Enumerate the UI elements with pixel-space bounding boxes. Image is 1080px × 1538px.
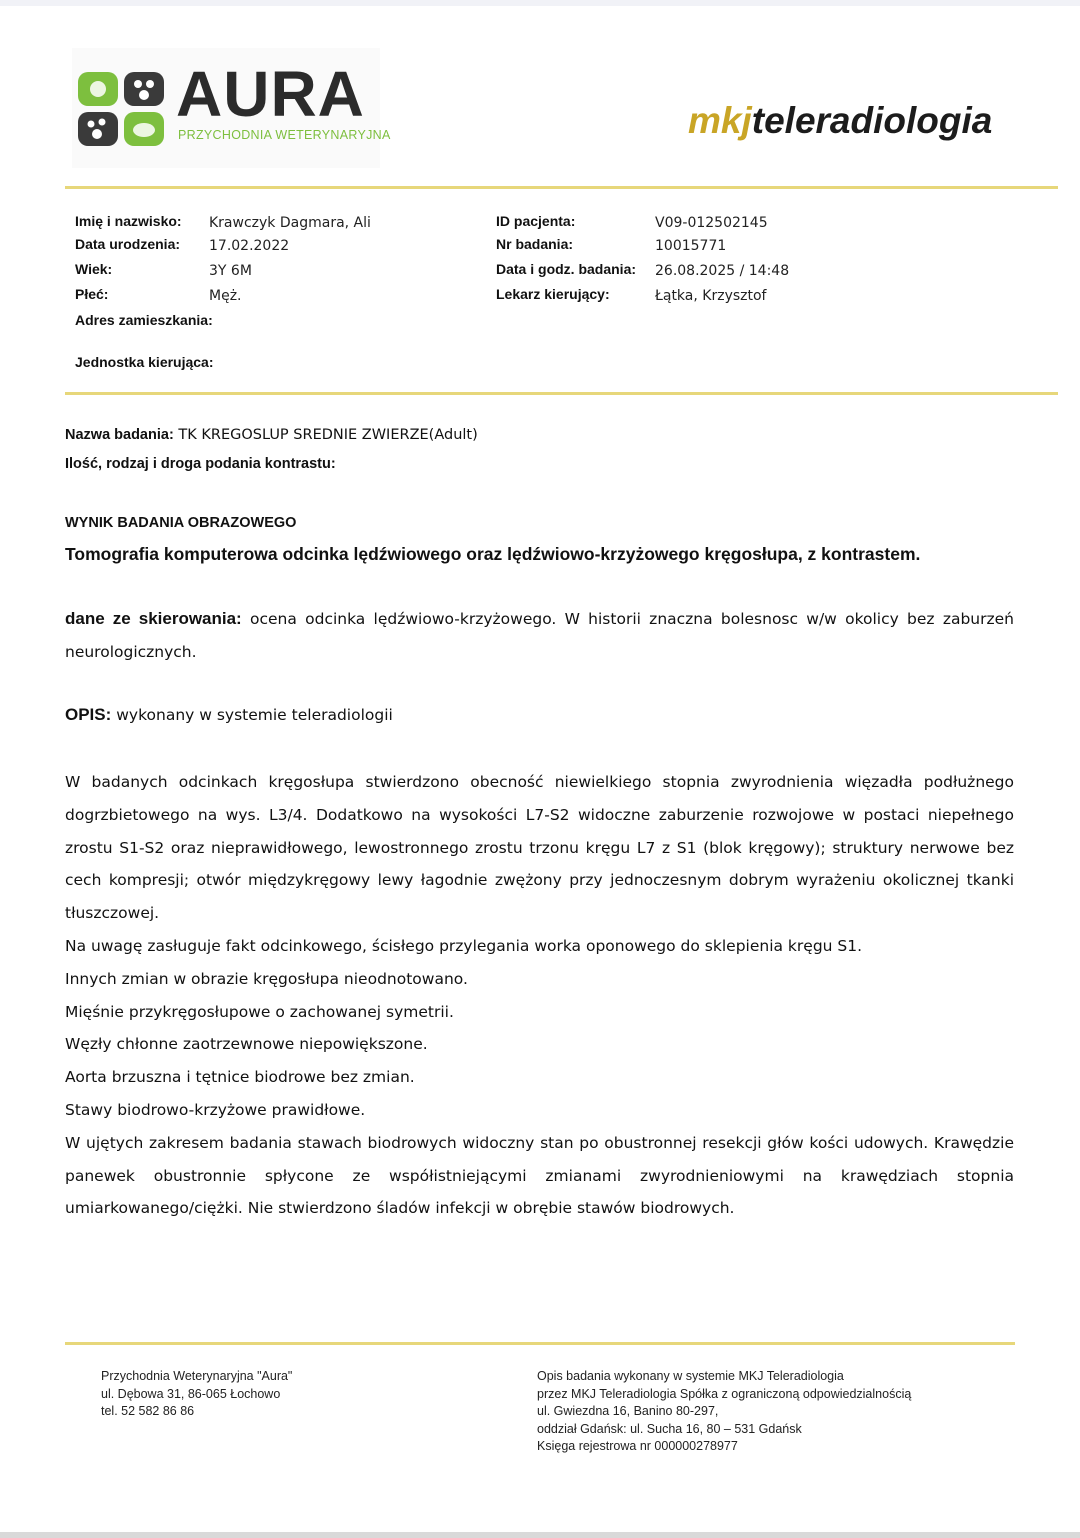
exam-number-value: 10015771 (655, 238, 727, 254)
referral-block (65, 603, 1014, 669)
footer-mkj-line: ul. Gwiezdna 16, Banino 80-297, (537, 1404, 719, 1418)
exam-name-label: Nazwa badania: (65, 427, 174, 443)
footer-mkj (537, 1368, 911, 1456)
finding-paragraph: Węzły chłonne zaotrzewnowe niepowiększone. (65, 1035, 428, 1054)
result-heading: WYNIK BADANIA OBRAZOWEGO (65, 515, 297, 531)
exam-number-label: Nr badania: (496, 236, 574, 252)
footer-clinic-line: ul. Dębowa 31, 86-065 Łochowo (101, 1386, 281, 1401)
name-value: Krawczyk Dagmara, Ali (209, 215, 371, 231)
header-divider (65, 186, 1058, 189)
footer-mkj-line: Opis badania wykonany w systemie MKJ Teleradiologia (537, 1369, 844, 1383)
opis-label: OPIS: (65, 705, 112, 724)
footer-clinic (101, 1368, 292, 1421)
opis-text: wykonany w systemie teleradiologii (116, 706, 393, 724)
name-label: Imię i nazwisko: (75, 213, 182, 229)
mkj-logo (688, 102, 992, 139)
dob-label: Data urodzenia: (75, 236, 181, 252)
referring-unit-label: Jednostka kierująca: (75, 354, 214, 370)
finding-paragraph: Mięśnie przykręgosłupowe o zachowanej symetrii. (65, 1002, 454, 1021)
aura-logo (72, 48, 391, 168)
referral-label: dane ze skierowania: (65, 609, 242, 628)
sex-value: Męż. (209, 288, 242, 304)
footer-mkj-line: przez MKJ Teleradiologia Spółka z ograniczoną odpowiedzialnością (537, 1386, 912, 1401)
footer-clinic-line: tel. 52 582 86 86 (101, 1404, 195, 1418)
patient-divider (65, 392, 1058, 395)
referring-doctor-value: Łątka, Krzysztof (655, 288, 767, 304)
finding-paragraph: W ujętych zakresem badania stawach biodrowych widoczny stan po obustronnej resekcji głów kości udowych. Krawędzie panewek obustronnie spłycone ze współistniejącymi zmianami zwyrodnieniowymi na krawędziach stopnia umiarkowanego/ciężki. Nie stwierdzono śladów infekcji w obrębie stawów biodrowych. (65, 1133, 1014, 1218)
address-label: Adres zamieszkania: (75, 312, 213, 328)
footer-clinic-line: Przychodnia Weterynaryjna "Aura" (101, 1369, 293, 1383)
exam-date-label: Data i godz. badania: (496, 261, 637, 277)
contrast-label: Ilość, rodzaj i droga podania kontrastu: (65, 456, 336, 472)
finding-paragraph: Stawy biodrowo-krzyżowe prawidłowe. (65, 1100, 366, 1119)
age-value: 3Y 6M (209, 263, 252, 279)
opis-line (65, 705, 393, 725)
aura-logo-icon (78, 72, 168, 148)
exam-name-line (65, 427, 478, 443)
exam-name-value: TK KREGOSLUP SREDNIE ZWIERZE(Adult) (178, 427, 478, 443)
top-strip (0, 0, 1080, 6)
finding-paragraph: Na uwagę zasługuje fakt odcinkowego, ścisłego przylegania worka oponowego do sklepienia kręgu S1. (65, 936, 863, 955)
exam-date-value: 26.08.2025 / 14:48 (655, 263, 790, 279)
dob-value: 17.02.2022 (209, 238, 290, 254)
patient-id-label: ID pacjenta: (496, 213, 576, 229)
aura-logo-text: AURA (176, 58, 365, 130)
finding-paragraph: Innych zmian w obrazie kręgosłupa nieodnotowano. (65, 969, 468, 988)
mkj-logo-part1: mkj (688, 100, 752, 141)
finding-paragraph: Aorta brzuszna i tętnice biodrowe bez zmian. (65, 1068, 415, 1087)
finding-paragraph: W badanych odcinkach kręgosłupa stwierdzono obecność niewielkiego stopnia zwyrodnienia więzadła podłużnego dogrzbietowego na wys. L3/4. Dodatkowo na wysokości L7-S2 widoczne zaburzenie rozwojowe w postaci niepełnego zrostu S1-S2 oraz nieprawidłowego, lewostronnego zrostu trzonu kręgu L7 z S1 (blok kręgowy); struktury nerwowe bez cech kompresji; otwór międzykręgowy lewy łagodnie zwężony przy jednoczesnym dobrym wyrażeniu okolicznej tkanki tłuszczowej. (65, 773, 1014, 923)
sex-label: Płeć: (75, 286, 109, 302)
referring-doctor-label: Lekarz kierujący: (496, 286, 610, 302)
age-label: Wiek: (75, 261, 113, 277)
footer-mkj-line: Księga rejestrowa nr 000000278977 (537, 1439, 738, 1453)
findings (65, 766, 1014, 1225)
referral-text: ocena odcinka lędźwiowo-krzyżowego. W historii znaczna bolesnosc w/w okolicy bez zaburzeń neurologicznych. (65, 610, 1014, 661)
result-title: Tomografia komputerowa odcinka lędźwiowego oraz lędźwiowo-krzyżowego kręgosłupa, z kontrastem. (65, 544, 921, 564)
footer-divider (65, 1342, 1015, 1345)
bottom-strip (0, 1532, 1080, 1538)
mkj-logo-part2: teleradiologia (751, 100, 993, 141)
aura-logo-subtitle: PRZYCHODNIA WETERYNARYJNA (178, 128, 391, 142)
patient-id-value: V09-012502145 (655, 215, 768, 231)
footer-mkj-line: oddział Gdańsk: ul. Sucha 16, 80 – 531 Gdańsk (537, 1421, 802, 1436)
